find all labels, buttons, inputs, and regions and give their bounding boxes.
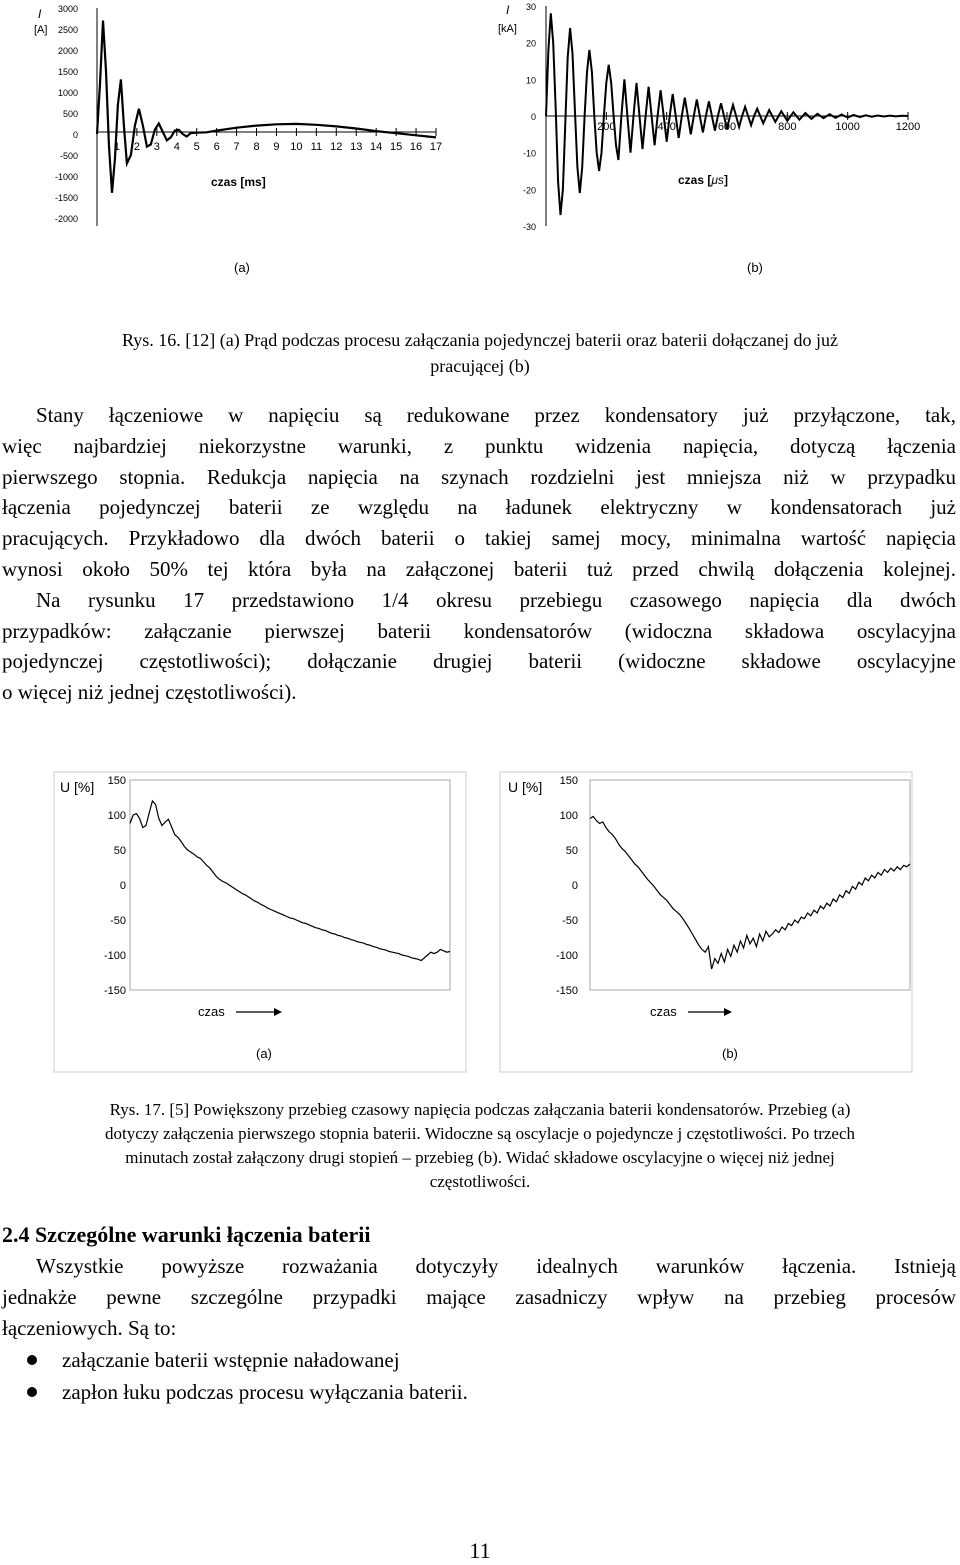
bullet-icon — [27, 1387, 37, 1397]
current-trace — [97, 21, 436, 193]
x-axis-label: czas — [198, 1004, 225, 1019]
y-tick-label: 2000 — [57, 46, 78, 56]
x-tick-label: 1 — [113, 141, 121, 153]
panel-label-b: (b) — [747, 260, 763, 275]
y-tick-label: 100 — [107, 810, 126, 822]
list-item-text: załączanie baterii wstępnie naładowanej — [62, 1348, 400, 1372]
y-axis-label: U [%] — [508, 779, 543, 795]
text-line: Wszystkie powyższe rozważania dotyczyły idealnych warunków łączenia. Istnieją — [36, 1254, 956, 1278]
panel-label-b: (b) — [722, 1046, 738, 1061]
x-tick-label: 3 — [153, 141, 160, 153]
plot-area — [130, 780, 450, 990]
x-tick-label: 12 — [330, 141, 343, 153]
list-item — [0, 1344, 468, 1376]
caption-line: pracującej (b) — [430, 356, 530, 376]
figure-16b-chart — [490, 0, 920, 290]
figure-17-caption — [10, 1098, 950, 1194]
y-tick-label: -50 — [110, 915, 126, 927]
caption-line: Rys. 16. [12] (a) Prąd podczas procesu załączania pojedynczej baterii oraz baterii dołączanej do już — [122, 330, 838, 350]
text-line: jednakże pewne szczególne przypadki mające zasadniczy wpływ na przebieg procesów — [2, 1285, 956, 1309]
y-tick-label: -100 — [103, 950, 126, 962]
x-tick-label: 14 — [370, 141, 383, 153]
x-tick-label: 2 — [133, 141, 140, 153]
y-tick-label: 30 — [525, 2, 536, 12]
y-tick-label: -500 — [59, 151, 78, 161]
x-tick-label: 17 — [429, 141, 443, 153]
arrow-head — [274, 1008, 282, 1016]
y-tick-label: 1500 — [57, 67, 78, 77]
y-tick-label: 500 — [62, 109, 78, 119]
section-paragraph — [2, 1251, 956, 1344]
bullet-icon — [27, 1355, 37, 1365]
text-line: przypadków: załączanie pierwszej baterii kondensatorów (widoczna składowa oscylacyjna — [2, 618, 956, 643]
y-tick-label: -150 — [555, 985, 578, 997]
page-number: 11 — [469, 1538, 491, 1563]
y-tick-label: -150 — [103, 985, 126, 997]
x-tick-label: 15 — [389, 141, 403, 153]
bullet-list — [0, 1344, 468, 1408]
y-tick-labels — [523, 2, 536, 232]
y-tick-label: -50 — [562, 915, 578, 927]
y-tick-label: 0 — [119, 880, 126, 892]
text-line: Na rysunku 17 przedstawiono 1/4 okresu przebiegu czasowego napięcia dla dwóch — [36, 587, 956, 612]
arrow-head — [724, 1008, 732, 1016]
caption-line: dotyczy załączenia pierwszego stopnia baterii. Widoczne są oscylacje o pojedyncze j częstotliwości. Po trzech — [104, 1124, 855, 1143]
y-tick-label: 100 — [559, 810, 578, 822]
x-tick-label: 6 — [213, 141, 220, 153]
text-line: łączenia pojedynczej baterii ze względu na ładunek elektryczny w kondensatorach już — [2, 495, 956, 520]
x-tick-label: 5 — [193, 141, 200, 153]
y-tick-label: -10 — [522, 148, 536, 159]
text-line: wynosi około 50% tej która była na załączonej baterii tuż przed chwilą dołączenia kolejnej. — [2, 556, 956, 581]
x-tick-label: 600 — [717, 121, 737, 133]
text-line: pierwszego stopnia. Redukcja napięcia na szynach rozdzielni jest mniejsza niż w przypadku — [2, 464, 956, 489]
y-tick-label: 20 — [525, 38, 536, 49]
text-line: łączeniowych. Są to: — [2, 1316, 177, 1340]
x-tick-label: 1000 — [835, 121, 860, 133]
y-tick-label: 50 — [113, 845, 126, 857]
y-tick-label: 150 — [559, 775, 578, 787]
list-item-text: zapłon łuku podczas procesu wyłączania baterii. — [62, 1380, 468, 1404]
ylabel-line-1: I — [38, 7, 42, 21]
x-tick-label: 800 — [778, 121, 797, 133]
x-axis-label: czas — [650, 1004, 677, 1019]
text-line: Stany łączeniowe w napięciu są redukowane przez kondensatory już przyłączone, tak, — [36, 403, 956, 427]
voltage-trace — [590, 816, 910, 969]
x-tick-label: 8 — [253, 141, 260, 153]
y-tick-label: -1500 — [54, 193, 78, 203]
y-tick-label: 3000 — [57, 4, 78, 14]
ylabel-line-2: [kA] — [498, 23, 517, 35]
y-tick-label: 2500 — [57, 25, 78, 35]
voltage-trace — [130, 801, 450, 961]
figure-17a-chart — [50, 770, 470, 1075]
y-tick-label: 0 — [72, 130, 78, 140]
y-tick-label: -2000 — [54, 214, 78, 224]
y-tick-label: 1000 — [57, 88, 78, 98]
panel-label-a: (a) — [256, 1046, 272, 1061]
x-tick-label: 7 — [233, 141, 240, 153]
text-line: o więcej niż jednej częstotliwości). — [2, 680, 297, 705]
y-tick-label: -30 — [522, 222, 536, 232]
figure-16a-chart — [28, 0, 448, 290]
x-tick-label: 200 — [597, 121, 616, 133]
y-tick-label: 0 — [530, 112, 536, 122]
ylabel-line-1: I — [506, 3, 510, 17]
y-tick-labels — [55, 4, 78, 224]
list-item — [0, 1376, 468, 1408]
figure-16-caption — [40, 327, 920, 379]
caption-line: Rys. 17. [5] Powiększony przebieg czasowy napięcia podczas załączania baterii kondensatorów. Przebieg (a) — [109, 1100, 851, 1119]
caption-line: minutach został załączony drugi stopień – przebieg (b). Widać składowe oscylacyjne o więcej niż jednej — [125, 1148, 835, 1167]
caption-line: częstotliwości. — [429, 1172, 531, 1191]
y-tick-label: 50 — [565, 845, 578, 857]
x-tick-label: 400 — [657, 121, 676, 133]
text-line: pojedynczej częstotliwości); dołączanie drugiej baterii (widoczne składowe oscylacyjne — [2, 649, 956, 674]
x-tick-label: 9 — [273, 141, 280, 153]
panel-label-a: (a) — [234, 260, 250, 275]
y-tick-label: -100 — [555, 950, 578, 962]
section-heading: 2.4 Szczególne warunki łączenia baterii — [2, 1222, 371, 1247]
y-tick-label: -20 — [522, 185, 536, 196]
y-tick-label: -1000 — [54, 172, 78, 182]
x-tick-label: 11 — [310, 141, 323, 153]
x-tick-label: 13 — [350, 141, 363, 153]
text-line: więc najbardziej niekorzystne warunki, z punktu widzenia napięcia, dotyczą łączenia — [2, 433, 956, 458]
x-tick-label: 16 — [409, 141, 423, 153]
x-tick-label: 4 — [173, 141, 180, 153]
x-tick-label: 10 — [290, 141, 303, 153]
ylabel-line-2: [A] — [34, 24, 48, 36]
x-tick-label: 1200 — [895, 121, 920, 133]
paragraph-1 — [2, 400, 956, 708]
text-line: pracujących. Przykładowo dla dwóch baterii o takiej samej mocy, minimalna wartość napięcia — [2, 526, 956, 551]
y-tick-label: 10 — [525, 75, 536, 86]
y-tick-labels — [104, 775, 126, 997]
y-tick-labels — [556, 775, 578, 997]
x-axis-label: czas [μs] — [678, 173, 728, 187]
x-axis-label: czas [ms] — [211, 175, 266, 189]
figure-17b-chart — [498, 770, 918, 1075]
y-tick-label: 150 — [107, 775, 126, 787]
y-axis-label: U [%] — [60, 779, 95, 795]
y-tick-label: 0 — [571, 880, 578, 892]
